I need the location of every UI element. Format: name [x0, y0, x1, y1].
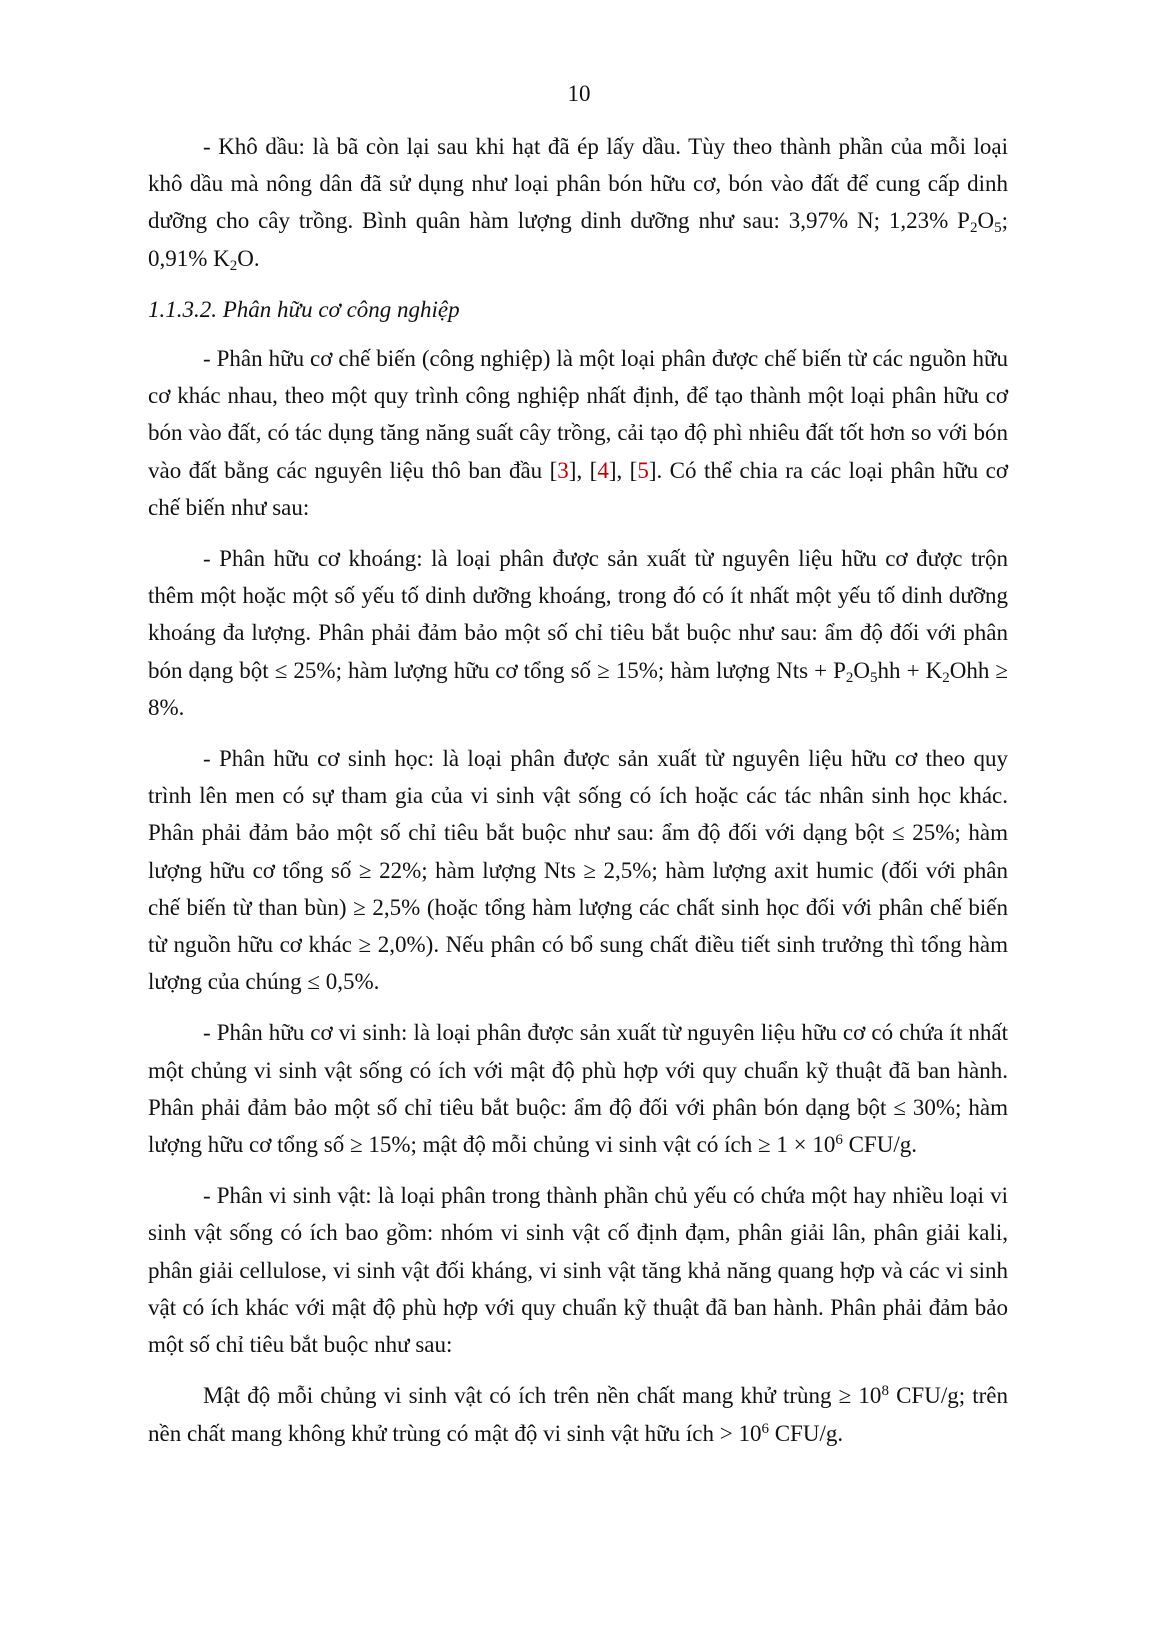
paragraph-huu-co-vi-sinh: - Phân hữu cơ vi sinh: là loại phân được sản xuất từ nguyên liệu hữu cơ có chứa ít nhất một chủng vi sinh vật sống có ích với mật độ phù hợp với quy chuẩn kỹ thuật đã ban hành. Phân phải đảm bảo một số chỉ tiêu bắt buộc: ẩm độ đối với phân bón dạng bột ≤ 30%; hàm lượng hữu cơ tổng số ≥ 15%; mật độ mỗi chủng vi sinh vật có ích ≥ $1 \times 10^6$ CFU/g. [148, 1020, 1008, 1158]
page-content [148, 128, 1008, 1466]
page-number: 10 [567, 81, 591, 106]
paragraph-kho-dau: - Khô dầu: là bã còn lại sau khi hạt đã ép lấy dầu. Tùy theo thành phần của mỗi loại khô dầu mà nông dân đã sử dụng như loại phân bón hữu cơ, bón vào đất để cung cấp dinh dưỡng cho cây trồng. Bình quân hàm lượng dinh dưỡng như sau: 3,97% N; 1,23% $P_2O_5$; 0,91% $K_2O$. [148, 134, 1008, 274]
section-heading: 1.1.3.2. Phân hữu cơ công nghiệp [148, 296, 460, 322]
citation-link[interactable]: 4 [597, 457, 609, 483]
paragraph-vi-sinh-vat: - Phân vi sinh vật: là loại phân trong thành phần chủ yếu có chứa một hay nhiều loại vi sinh vật sống có ích bao gồm: nhóm vi sinh vật cố định đạm, phân giải lân, phân giải kali, phân giải cellulose, vi sinh vật đối kháng, vi sinh vật tăng khả năng quang hợp và các vi sinh vật có ích khác với mật độ phù hợp với quy chuẩn kỹ thuật đã ban hành. Phân phải đảm bảo một số chỉ tiêu bắt buộc như sau: [148, 1183, 1008, 1358]
citation-link[interactable]: 5 [637, 457, 649, 483]
paragraph-huu-co-sinh-hoc: - Phân hữu cơ sinh học: là loại phân được sản xuất từ nguyên liệu hữu cơ theo quy trình lên men có sự tham gia của vi sinh vật sống có ích hoặc các tác nhân sinh học khác. Phân phải đảm bảo một số chỉ tiêu bắt buộc như sau: ẩm độ đối với dạng bột ≤ 25%; hàm lượng hữu cơ tổng số ≥ 22%; hàm lượng Nts ≥ 2,5%; hàm lượng axit humic (đối với phân chế biến từ than bùn) ≥ 2,5% (hoặc tổng hàm lượng các chất sinh học đối với phân chế biến từ nguồn hữu cơ khác ≥ 2,0%). Nếu phân có bổ sung chất điều tiết sinh trưởng thì tổng hàm lượng của chúng ≤ 0,5%. [148, 746, 1008, 995]
citation-link[interactable]: 3 [557, 457, 569, 483]
paragraph-che-bien: - Phân hữu cơ chế biến (công nghiệp) là một loại phân được chế biến từ các nguồn hữu cơ khác nhau, theo một quy trình công nghiệp nhất định, để tạo thành một loại phân hữu cơ bón vào đất, có tác dụng tăng năng suất cây trồng, cải tạo độ phì nhiêu đất tốt hơn so với bón vào đất bằng các nguyên liệu thô ban đầu [3], [4], [5]. Có thể chia ra các loại phân hữu cơ chế biến như sau: [148, 346, 1008, 520]
paragraph-huu-co-khoang: - Phân hữu cơ khoáng: là loại phân được sản xuất từ nguyên liệu hữu cơ được trộn thêm một hoặc một số yếu tố dinh dưỡng khoáng, trong đó có ít nhất một yếu tố dinh dưỡng khoáng đa lượng. Phân phải đảm bảo một số chỉ tiêu bắt buộc như sau: ẩm độ đối với phân bón dạng bột ≤ 25%; hàm lượng hữu cơ tổng số ≥ 15%; hàm lượng Nts + $P_2O_5hh + K_2Ohh \ge 8\%$. [148, 546, 1009, 720]
paragraph-mat-do: Mật độ mỗi chủng vi sinh vật có ích trên nền chất mang khử trùng ≥ $10^8$ CFU/g; trên nền chất mang không khử trùng có mật độ vi sinh vật hữu ích > $10^6$ CFU/g. [148, 1383, 1008, 1446]
